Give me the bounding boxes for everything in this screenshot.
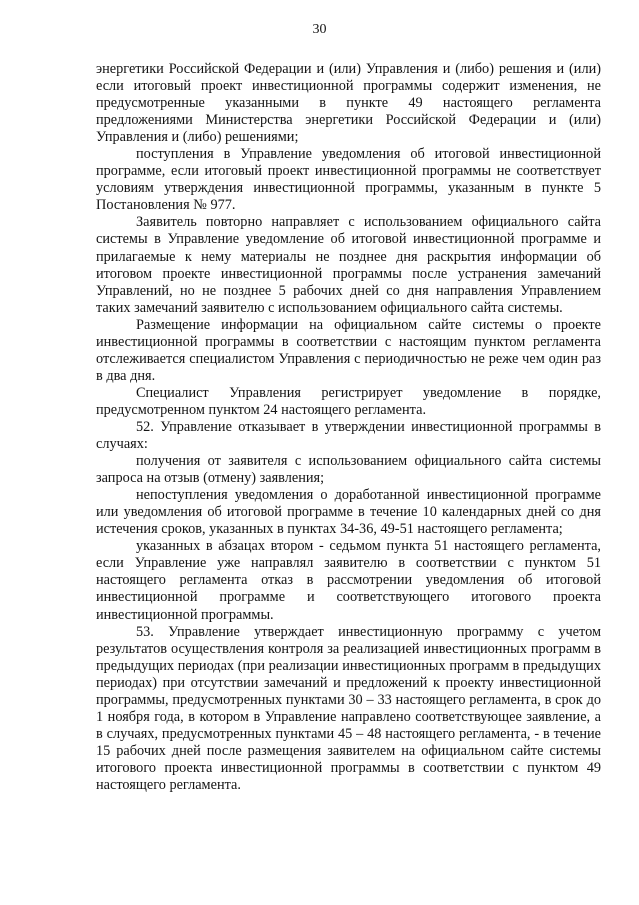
paragraph-notification-receipt: поступления в Управление уведомления об итоговой инвестиционной программе, если итоговый проект инвестиционной программы не соответствует условиям утверждения инвестиционной программы, указанным в пункте 5 Постановления № 977. bbox=[96, 146, 601, 214]
paragraph-continuation: энергетики Российской Федерации и (или) Управления и (либо) решения и (или) если итоговый проект инвестиционной программы содержит изменения, не предусмотренные указанными в пункте 49 настоящего регламента предложениями Министерства энергетики Российской Федерации и (или) Управления и (либо) решениями; bbox=[96, 61, 601, 146]
paragraph-monitoring: Размещение информации на официальном сайте системы о проекте инвестиционной программы в соответствии с настоящим пунктом регламента отслеживается специалистом Управления с периодичностью не реже чем один раз в два дня. bbox=[96, 316, 601, 384]
paragraph-clause-53: 53. Управление утверждает инвестиционную программу с учетом результатов осуществления контроля за реализацией инвестиционных программ в предыдущих периодах (при реализации инвестиционных программ в предыдущих периодах) при отсутствии замечаний и предложений к проекту инвестиционной программы, предусмотренных пунктами 30 – 33 настоящего регламента, в срок до 1 ноября года, в котором в Управление направлено соответствующее заявление, а в случаях, предусмотренных пунктами 45 – 48 настоящего регламента, - в течение 15 рабочих дней после размещения заявителем на официальном сайте системы итогового проекта инвестиционной программы в соответствии с пунктом 49 настоящего регламента. bbox=[96, 623, 601, 793]
paragraph-registration: Специалист Управления регистрирует уведомление в порядке, предусмотренном пунктом 24 настоящего регламента. bbox=[96, 384, 601, 418]
document-body bbox=[96, 61, 601, 794]
paragraph-clause-52: 52. Управление отказывает в утверждении инвестиционной программы в случаях: bbox=[96, 418, 601, 453]
paragraph-withdrawal-request: получения от заявителя с использованием официального сайта системы запроса на отзыв (отмену) заявления; bbox=[96, 453, 601, 487]
paragraph-non-receipt: непоступления уведомления о доработанной инвестиционной программе или уведомления об итоговой программе в течение 10 календарных дней со дня истечения сроков, указанных в пунктах 34-36, 49-51 настоящего регламента; bbox=[96, 487, 601, 538]
page-number: 30 bbox=[312, 22, 327, 37]
paragraph-resubmission: Заявитель повторно направляет с использованием официального сайта системы в Управление уведомление об итоговой инвестиционной программе и прилагаемые к нему материалы не позднее дня раскрытия информации об итоговом проекте инвестиционной программы после устранения замечаний Управлений, но не позднее 5 рабочих дней со дня направления Управлением таких замечаний заявителю с использованием официального сайта системы. bbox=[96, 214, 601, 316]
paragraph-repeat-refusal: указанных в абзацах втором - седьмом пункта 51 настоящего регламента, если Управление уже направлял заявителю в соответствии с пунктом 51 настоящего регламента отказ в рассмотрении уведомления об итоговой инвестиционной программе и соответствующего итогового проекта инвестиционной программы. bbox=[96, 538, 601, 623]
